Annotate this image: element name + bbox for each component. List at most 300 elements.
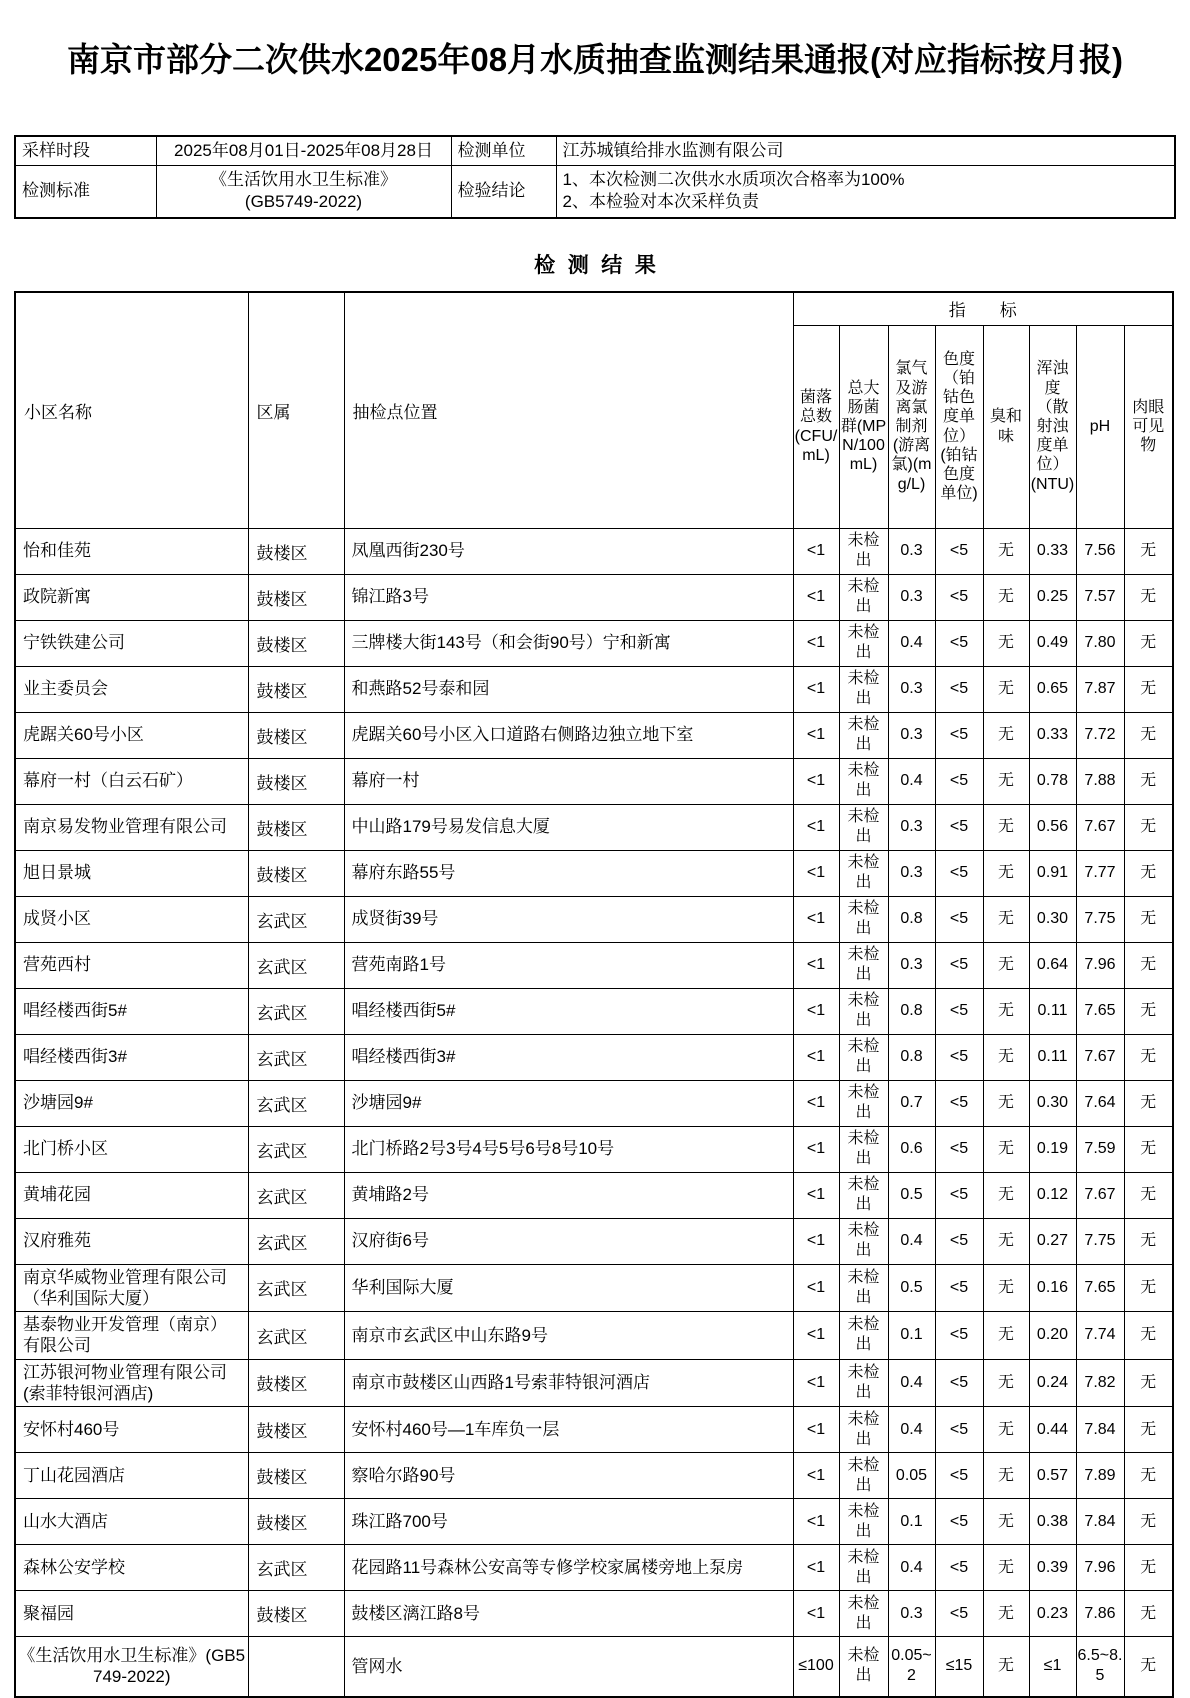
district-cell: 鼓楼区: [248, 850, 344, 896]
indicator-value-cell: 无: [983, 712, 1029, 758]
indicator-value-cell: 0.1: [888, 1499, 935, 1545]
community-name-cell: 幕府一村（白云石矿）: [15, 758, 248, 804]
indicator-value-cell: <5: [935, 1545, 983, 1591]
indicator-value-cell: <1: [793, 850, 839, 896]
indicator-value-cell: 无: [1124, 1499, 1173, 1545]
sampling-period-value: 2025年08月01日-2025年08月28日: [156, 136, 451, 166]
indicator-value-cell: 未检出: [839, 942, 888, 988]
indicator-value-cell: 0.38: [1029, 1499, 1076, 1545]
table-row: [15, 1172, 1173, 1218]
indicator-column-header-visible-matter: 肉眼可见物: [1124, 325, 1173, 528]
table-row: [15, 666, 1173, 712]
results-tbody: [15, 528, 1173, 1697]
indicator-value-cell: 未检出: [839, 666, 888, 712]
indicator-value-cell: 未检出: [839, 1407, 888, 1453]
district-cell: 玄武区: [248, 988, 344, 1034]
district-cell: 玄武区: [248, 1172, 344, 1218]
indicator-value-cell: 未检出: [839, 1172, 888, 1218]
location-cell: 沙塘园9#: [344, 1080, 793, 1126]
indicator-value-cell: 0.4: [888, 620, 935, 666]
table-row: [15, 804, 1173, 850]
indicator-value-cell: <5: [935, 1407, 983, 1453]
indicator-value-cell: 7.67: [1076, 804, 1124, 850]
table-row: [15, 1034, 1173, 1080]
indicator-value-cell: 0.20: [1029, 1312, 1076, 1360]
indicator-value-cell: ≤1: [1029, 1637, 1076, 1697]
indicator-value-cell: <5: [935, 804, 983, 850]
indicator-value-cell: <5: [935, 1172, 983, 1218]
district-cell: 鼓楼区: [248, 1499, 344, 1545]
indicator-value-cell: 0.11: [1029, 1034, 1076, 1080]
indicator-value-cell: 未检出: [839, 1264, 888, 1312]
community-name-cell: 虎踞关60号小区: [15, 712, 248, 758]
indicator-value-cell: 7.57: [1076, 574, 1124, 620]
indicator-value-cell: 无: [1124, 1218, 1173, 1264]
district-cell: 玄武区: [248, 942, 344, 988]
indicator-value-cell: <5: [935, 574, 983, 620]
indicator-value-cell: <5: [935, 1312, 983, 1360]
indicator-value-cell: 未检出: [839, 528, 888, 574]
indicator-value-cell: 0.05~2: [888, 1637, 935, 1697]
indicator-value-cell: 0.30: [1029, 1080, 1076, 1126]
indicator-value-cell: <1: [793, 804, 839, 850]
table-row: [15, 620, 1173, 666]
table-row: [15, 1591, 1173, 1637]
section-title: 检测结果: [534, 253, 669, 277]
indicator-value-cell: 无: [1124, 666, 1173, 712]
indicator-value-cell: 0.78: [1029, 758, 1076, 804]
indicator-value-cell: 无: [983, 1312, 1029, 1360]
indicator-value-cell: 7.67: [1076, 1172, 1124, 1218]
indicator-value-cell: 0.33: [1029, 712, 1076, 758]
indicator-value-cell: 0.56: [1029, 804, 1076, 850]
indicator-value-cell: 无: [1124, 1453, 1173, 1499]
indicator-value-cell: 未检出: [839, 1126, 888, 1172]
indicator-value-cell: <1: [793, 1453, 839, 1499]
indicator-value-cell: 无: [983, 1359, 1029, 1407]
community-name-cell: 南京易发物业管理有限公司: [15, 804, 248, 850]
indicator-value-cell: 无: [1124, 1264, 1173, 1312]
location-cell: 中山路179号易发信息大厦: [344, 804, 793, 850]
indicator-value-cell: 未检出: [839, 1499, 888, 1545]
indicator-value-cell: 未检出: [839, 988, 888, 1034]
indicator-value-cell: 无: [1124, 1312, 1173, 1360]
community-name-cell: 汉府雅苑: [15, 1218, 248, 1264]
indicator-value-cell: 0.3: [888, 942, 935, 988]
indicator-value-cell: 无: [983, 1407, 1029, 1453]
indicator-value-cell: 无: [1124, 1126, 1173, 1172]
location-cell: 南京市玄武区中山东路9号: [344, 1312, 793, 1360]
indicator-value-cell: <5: [935, 620, 983, 666]
district-cell: 鼓楼区: [248, 574, 344, 620]
indicator-value-cell: 0.65: [1029, 666, 1076, 712]
report-page: [14, 0, 1176, 1698]
indicator-value-cell: <5: [935, 758, 983, 804]
indicator-value-cell: 7.56: [1076, 528, 1124, 574]
location-cell: 营苑南路1号: [344, 942, 793, 988]
community-name-cell: 唱经楼西街5#: [15, 988, 248, 1034]
indicator-value-cell: <1: [793, 666, 839, 712]
indicator-value-cell: <1: [793, 620, 839, 666]
indicator-value-cell: 无: [1124, 528, 1173, 574]
table-row: [15, 712, 1173, 758]
indicator-value-cell: 0.49: [1029, 620, 1076, 666]
indicator-value-cell: 0.30: [1029, 896, 1076, 942]
community-name-cell: 宁铁铁建公司: [15, 620, 248, 666]
indicator-value-cell: <5: [935, 1126, 983, 1172]
indicator-value-cell: 未检出: [839, 1034, 888, 1080]
table-row: [15, 988, 1173, 1034]
district-cell: 鼓楼区: [248, 1591, 344, 1637]
indicator-value-cell: 无: [983, 1034, 1029, 1080]
district-cell: 鼓楼区: [248, 758, 344, 804]
indicator-value-cell: 7.67: [1076, 1034, 1124, 1080]
indicator-value-cell: 0.3: [888, 850, 935, 896]
indicator-value-cell: <1: [793, 1264, 839, 1312]
indicator-value-cell: 无: [1124, 896, 1173, 942]
community-name-cell: 唱经楼西街3#: [15, 1034, 248, 1080]
indicator-value-cell: 0.3: [888, 804, 935, 850]
indicator-value-cell: 未检出: [839, 620, 888, 666]
indicator-value-cell: <5: [935, 1034, 983, 1080]
indicator-value-cell: 无: [983, 942, 1029, 988]
location-cell: 管网水: [344, 1637, 793, 1697]
indicator-value-cell: 7.75: [1076, 1218, 1124, 1264]
indicator-value-cell: 0.5: [888, 1172, 935, 1218]
table-row: [15, 1312, 1173, 1360]
indicator-value-cell: 7.80: [1076, 620, 1124, 666]
table-row: [15, 528, 1173, 574]
header-row-group: [15, 292, 1173, 326]
indicator-value-cell: <1: [793, 1126, 839, 1172]
indicator-value-cell: 未检出: [839, 1312, 888, 1360]
indicator-value-cell: <1: [793, 1312, 839, 1360]
indicator-value-cell: <5: [935, 1499, 983, 1545]
indicator-value-cell: <5: [935, 712, 983, 758]
indicator-value-cell: 0.23: [1029, 1591, 1076, 1637]
indicator-value-cell: 0.3: [888, 528, 935, 574]
indicator-value-cell: 无: [1124, 1637, 1173, 1697]
indicator-value-cell: 7.72: [1076, 712, 1124, 758]
indicator-value-cell: 0.11: [1029, 988, 1076, 1034]
indicator-value-cell: 7.86: [1076, 1591, 1124, 1637]
indicator-value-cell: 无: [1124, 1591, 1173, 1637]
table-row: [15, 1359, 1173, 1407]
indicator-value-cell: 0.57: [1029, 1453, 1076, 1499]
location-cell: 汉府街6号: [344, 1218, 793, 1264]
indicator-value-cell: <1: [793, 1359, 839, 1407]
indicator-value-cell: 0.91: [1029, 850, 1076, 896]
indicator-value-cell: 7.64: [1076, 1080, 1124, 1126]
indicator-value-cell: 未检出: [839, 850, 888, 896]
community-name-cell: 沙塘园9#: [15, 1080, 248, 1126]
indicator-value-cell: 无: [983, 1218, 1029, 1264]
indicator-value-cell: 未检出: [839, 896, 888, 942]
community-name-cell: 基泰物业开发管理（南京）有限公司: [15, 1312, 248, 1360]
indicator-value-cell: 无: [983, 988, 1029, 1034]
indicator-value-cell: 7.75: [1076, 896, 1124, 942]
indicator-value-cell: 7.74: [1076, 1312, 1124, 1360]
indicator-value-cell: 无: [983, 1264, 1029, 1312]
indicator-value-cell: 0.4: [888, 758, 935, 804]
indicator-value-cell: 0.1: [888, 1312, 935, 1360]
table-row: [15, 1264, 1173, 1312]
community-name-cell: 政院新寓: [15, 574, 248, 620]
indicator-value-cell: 未检出: [839, 1218, 888, 1264]
community-name-cell: 营苑西村: [15, 942, 248, 988]
indicator-value-cell: 无: [1124, 850, 1173, 896]
indicator-value-cell: 0.3: [888, 712, 935, 758]
indicator-value-cell: 未检出: [839, 574, 888, 620]
indicator-value-cell: <1: [793, 1172, 839, 1218]
indicator-value-cell: 0.12: [1029, 1172, 1076, 1218]
conclusion-label: 检验结论: [451, 166, 556, 218]
location-cell: 北门桥路2号3号4号5号6号8号10号: [344, 1126, 793, 1172]
indicator-value-cell: 0.24: [1029, 1359, 1076, 1407]
indicator-value-cell: <1: [793, 574, 839, 620]
community-name-cell: 丁山花园酒店: [15, 1453, 248, 1499]
indicator-value-cell: 7.65: [1076, 1264, 1124, 1312]
table-row: [15, 1453, 1173, 1499]
indicator-value-cell: 无: [1124, 620, 1173, 666]
table-row: [15, 1080, 1173, 1126]
table-row: [15, 1126, 1173, 1172]
district-cell: 玄武区: [248, 1312, 344, 1360]
indicator-value-cell: 0.64: [1029, 942, 1076, 988]
indicator-value-cell: 0.7: [888, 1080, 935, 1126]
indicator-value-cell: <5: [935, 1264, 983, 1312]
indicator-column-header-colony-count: 菌落总数(CFU/mL): [793, 325, 839, 528]
standard-line-1: 《生活饮用水卫生标准》: [210, 170, 397, 190]
indicator-value-cell: 0.3: [888, 666, 935, 712]
indicator-value-cell: 0.33: [1029, 528, 1076, 574]
district-cell: 玄武区: [248, 1218, 344, 1264]
location-cell: 虎踞关60号小区入口道路右侧路边独立地下室: [344, 712, 793, 758]
community-name-cell: 怡和佳苑: [15, 528, 248, 574]
indicator-column-header-chlorine: 氯气及游离氯制剂(游离氯)(mg/L): [888, 325, 935, 528]
indicator-value-cell: <5: [935, 988, 983, 1034]
community-name-cell: 安怀村460号: [15, 1407, 248, 1453]
district-cell: 鼓楼区: [248, 1359, 344, 1407]
district-cell: 鼓楼区: [248, 712, 344, 758]
indicator-value-cell: 无: [983, 574, 1029, 620]
table-row: [15, 1545, 1173, 1591]
indicator-value-cell: 无: [983, 1080, 1029, 1126]
table-row: [15, 1218, 1173, 1264]
indicator-value-cell: 无: [983, 804, 1029, 850]
column-header-community: 小区名称: [15, 292, 248, 529]
indicator-value-cell: <1: [793, 758, 839, 804]
indicator-value-cell: 无: [1124, 1034, 1173, 1080]
community-name-cell: 旭日景城: [15, 850, 248, 896]
location-cell: 和燕路52号泰和园: [344, 666, 793, 712]
table-row: [15, 1637, 1173, 1697]
location-cell: 三牌楼大街143号（和会街90号）宁和新寓: [344, 620, 793, 666]
indicator-value-cell: 0.25: [1029, 574, 1076, 620]
table-row: [15, 942, 1173, 988]
indicator-value-cell: <5: [935, 850, 983, 896]
district-cell: 鼓楼区: [248, 1453, 344, 1499]
location-cell: 鼓楼区漓江路8号: [344, 1591, 793, 1637]
location-cell: 华利国际大厦: [344, 1264, 793, 1312]
indicator-value-cell: 无: [983, 850, 1029, 896]
indicator-value-cell: 0.3: [888, 574, 935, 620]
indicator-value-cell: 0.16: [1029, 1264, 1076, 1312]
indicator-value-cell: 7.96: [1076, 1545, 1124, 1591]
indicator-value-cell: 无: [1124, 1172, 1173, 1218]
conclusion-line-1: 1、本次检测二次供水水质项次合格率为100%: [562, 170, 905, 190]
indicator-value-cell: 0.19: [1029, 1126, 1076, 1172]
indicator-value-cell: 0.8: [888, 896, 935, 942]
indicator-value-cell: 7.96: [1076, 942, 1124, 988]
indicator-value-cell: <5: [935, 1591, 983, 1637]
indicator-value-cell: ≤100: [793, 1637, 839, 1697]
indicator-value-cell: 无: [1124, 942, 1173, 988]
district-cell: 玄武区: [248, 1126, 344, 1172]
location-cell: 凤凰西街230号: [344, 528, 793, 574]
indicator-value-cell: 0.05: [888, 1453, 935, 1499]
indicator-value-cell: 未检出: [839, 804, 888, 850]
indicator-value-cell: 0.8: [888, 988, 935, 1034]
district-cell: 玄武区: [248, 896, 344, 942]
indicator-value-cell: <5: [935, 1080, 983, 1126]
indicator-value-cell: 无: [1124, 712, 1173, 758]
indicator-value-cell: <1: [793, 528, 839, 574]
conclusion-line-2: 2、本检验对本次采样负责: [562, 192, 759, 212]
indicator-value-cell: 7.84: [1076, 1407, 1124, 1453]
testing-agency-value: 江苏城镇给排水监测有限公司: [556, 136, 1175, 166]
indicator-value-cell: 无: [1124, 804, 1173, 850]
indicator-value-cell: 无: [1124, 1545, 1173, 1591]
location-cell: 黄埔路2号: [344, 1172, 793, 1218]
indicator-value-cell: 无: [983, 1126, 1029, 1172]
indicator-value-cell: 无: [1124, 1080, 1173, 1126]
community-name-cell: 山水大酒店: [15, 1499, 248, 1545]
indicator-value-cell: 7.59: [1076, 1126, 1124, 1172]
indicator-value-cell: 无: [983, 528, 1029, 574]
results-header: [15, 292, 1173, 529]
indicator-value-cell: 0.27: [1029, 1218, 1076, 1264]
indicator-column-header-coliform: 总大肠菌群(MPN/100mL): [839, 325, 888, 528]
indicator-value-cell: 未检出: [839, 1545, 888, 1591]
table-row: [15, 758, 1173, 804]
indicator-value-cell: 无: [1124, 758, 1173, 804]
indicator-value-cell: 0.4: [888, 1359, 935, 1407]
community-name-cell: 黄埔花园: [15, 1172, 248, 1218]
report-title: 南京市部分二次供水2025年08月水质抽查监测结果通报(对应指标按月报): [66, 41, 1124, 78]
indicator-value-cell: 无: [1124, 1407, 1173, 1453]
table-row: [15, 1407, 1173, 1453]
indicator-value-cell: 无: [1124, 988, 1173, 1034]
district-cell: 鼓楼区: [248, 528, 344, 574]
indicator-value-cell: <5: [935, 942, 983, 988]
indicator-value-cell: 0.4: [888, 1407, 935, 1453]
indicator-value-cell: 7.87: [1076, 666, 1124, 712]
indicator-value-cell: <5: [935, 1218, 983, 1264]
indicator-column-header-chromaticity: 色度（铂钴色度单位）(铂钴色度单位): [935, 325, 983, 528]
table-row: [15, 896, 1173, 942]
indicator-value-cell: 0.44: [1029, 1407, 1076, 1453]
indicator-value-cell: 未检出: [839, 1637, 888, 1697]
results-table: [14, 291, 1174, 1698]
column-header-location: 抽检点位置: [344, 292, 793, 529]
indicator-value-cell: <5: [935, 1453, 983, 1499]
community-name-cell: 业主委员会: [15, 666, 248, 712]
district-cell: 鼓楼区: [248, 804, 344, 850]
table-row: [15, 850, 1173, 896]
indicator-value-cell: 无: [983, 1172, 1029, 1218]
community-name-cell: 《生活饮用水卫生标准》(GB5749-2022): [15, 1637, 248, 1697]
column-header-indicators-group: 指标: [793, 292, 1173, 326]
info-table: [14, 135, 1176, 219]
info-row-sampling: [15, 136, 1175, 166]
indicator-value-cell: 0.39: [1029, 1545, 1076, 1591]
location-cell: 成贤街39号: [344, 896, 793, 942]
indicator-value-cell: 未检出: [839, 758, 888, 804]
indicator-value-cell: 无: [1124, 574, 1173, 620]
indicator-value-cell: 无: [983, 758, 1029, 804]
location-cell: 唱经楼西街5#: [344, 988, 793, 1034]
indicator-value-cell: 无: [1124, 1359, 1173, 1407]
district-cell: 鼓楼区: [248, 620, 344, 666]
indicator-value-cell: 0.3: [888, 1591, 935, 1637]
standard-line-2: (GB5749-2022): [244, 192, 363, 212]
indicator-value-cell: 未检出: [839, 1359, 888, 1407]
location-cell: 幕府东路55号: [344, 850, 793, 896]
indicator-value-cell: 0.4: [888, 1545, 935, 1591]
location-cell: 锦江路3号: [344, 574, 793, 620]
indicator-value-cell: <5: [935, 1359, 983, 1407]
testing-agency-label: 检测单位: [451, 136, 556, 166]
district-cell: [248, 1637, 344, 1697]
column-header-district: 区属: [248, 292, 344, 529]
indicator-value-cell: 无: [983, 896, 1029, 942]
indicator-value-cell: <5: [935, 528, 983, 574]
indicator-value-cell: <1: [793, 1034, 839, 1080]
location-cell: 幕府一村: [344, 758, 793, 804]
indicator-column-header-odor: 臭和味: [983, 325, 1029, 528]
district-cell: 玄武区: [248, 1080, 344, 1126]
indicator-value-cell: <1: [793, 712, 839, 758]
district-cell: 鼓楼区: [248, 666, 344, 712]
indicator-value-cell: <1: [793, 1591, 839, 1637]
indicator-column-header-ph: pH: [1076, 325, 1124, 528]
indicator-value-cell: 0.6: [888, 1126, 935, 1172]
community-name-cell: 江苏银河物业管理有限公司(索菲特银河酒店): [15, 1359, 248, 1407]
table-row: [15, 1499, 1173, 1545]
testing-standard-value: [156, 166, 451, 218]
indicator-value-cell: 未检出: [839, 1453, 888, 1499]
indicator-value-cell: <1: [793, 942, 839, 988]
community-name-cell: 聚福园: [15, 1591, 248, 1637]
indicator-value-cell: 未检出: [839, 1591, 888, 1637]
conclusion-value: [556, 166, 1175, 218]
location-cell: 花园路11号森林公安高等专修学校家属楼旁地上泵房: [344, 1545, 793, 1591]
indicator-value-cell: 无: [983, 1499, 1029, 1545]
community-name-cell: 成贤小区: [15, 896, 248, 942]
indicator-value-cell: 7.77: [1076, 850, 1124, 896]
indicator-value-cell: 无: [983, 666, 1029, 712]
indicator-value-cell: <5: [935, 896, 983, 942]
indicator-value-cell: 未检出: [839, 1080, 888, 1126]
location-cell: 珠江路700号: [344, 1499, 793, 1545]
indicator-value-cell: 6.5~8.5: [1076, 1637, 1124, 1697]
indicator-value-cell: 无: [983, 1453, 1029, 1499]
district-cell: 玄武区: [248, 1264, 344, 1312]
indicator-value-cell: 0.5: [888, 1264, 935, 1312]
location-cell: 南京市鼓楼区山西路1号索菲特银河酒店: [344, 1359, 793, 1407]
indicator-value-cell: 无: [983, 1545, 1029, 1591]
